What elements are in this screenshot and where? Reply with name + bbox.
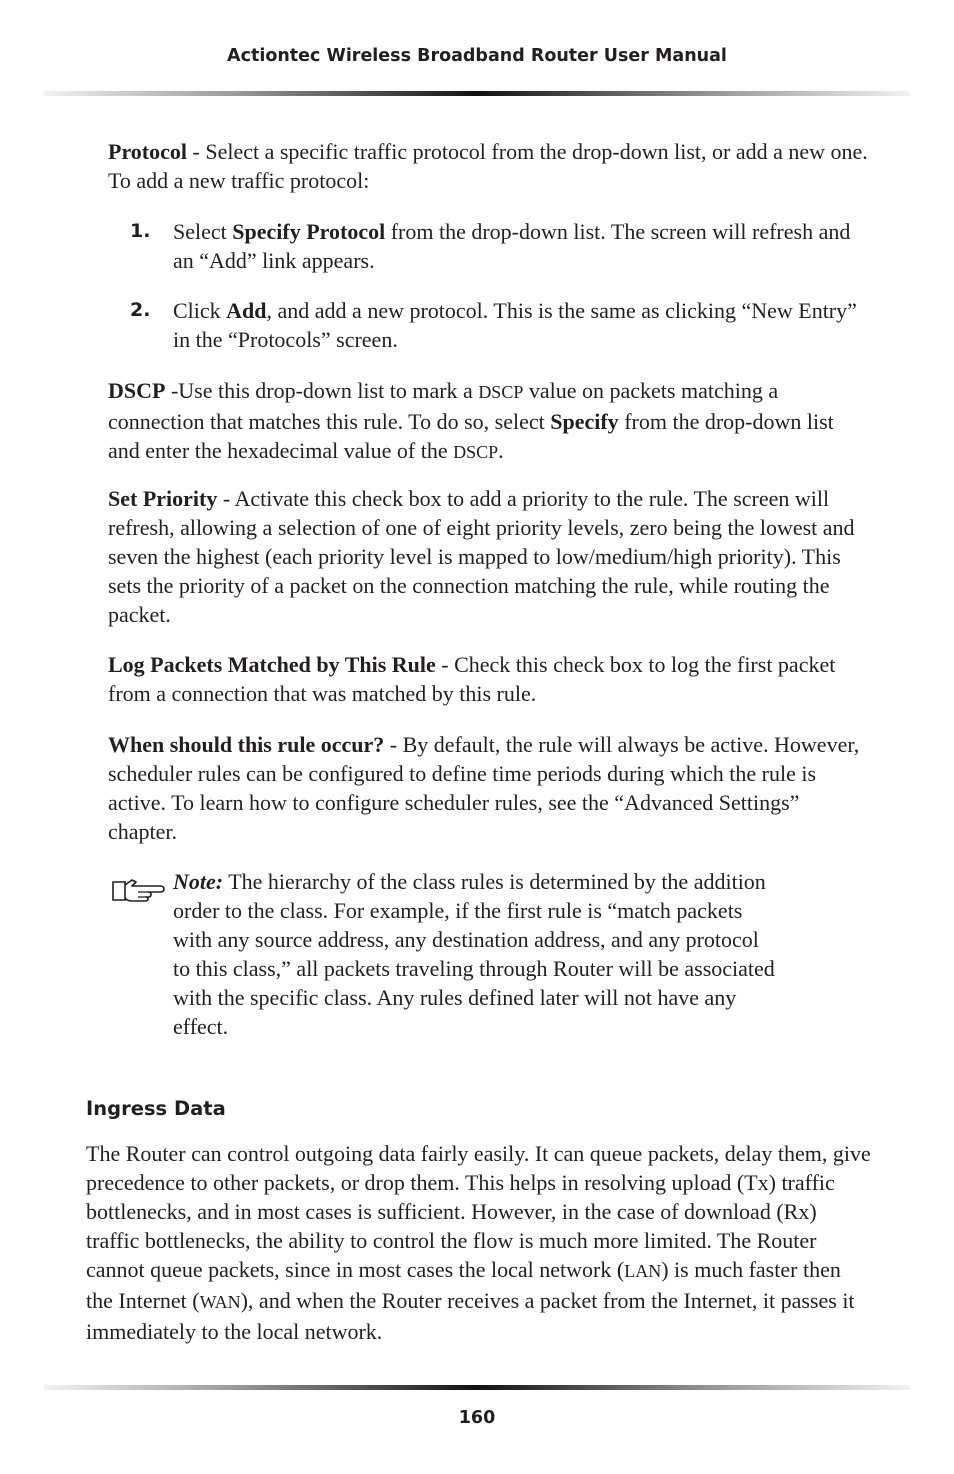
log-packets-term: Log Packets Matched by This Rule [108, 652, 436, 677]
when-rule-text: - By default, the rule will always be active. However, scheduler rules can be configured to define time periods during which the rule is active. To learn how to configure scheduler rules, see the “Advanced Settings” chapter. [108, 732, 860, 844]
section-heading-ingress: Ingress Data [86, 1097, 226, 1120]
set-priority-term: Set Priority [108, 486, 218, 511]
step-1-after: from the drop-down list. The screen will refresh and an “Add” link appears. [173, 219, 851, 273]
ingress-paragraph [86, 1139, 872, 1346]
dscp-abbr-2: DSCP [453, 442, 499, 462]
protocol-text: - Select a specific traffic protocol from the drop-down list, or add a new one. To add a new traffic protocol: [108, 139, 868, 193]
dscp-text-2: value on packets matching a connection that matches this rule. To do so, select [108, 378, 779, 434]
header-title: Actiontec Wireless Broadband Router User Manual [227, 46, 727, 66]
step-1-before: Select [173, 219, 233, 244]
step-2-bold: Add [226, 298, 267, 323]
set-priority-paragraph [108, 484, 874, 629]
log-packets-text: - Check this check box to log the first packet from a connection that was matched by this rule. [108, 652, 836, 706]
when-rule-term: When should this rule occur? [108, 732, 385, 757]
header-rule [44, 91, 910, 96]
dscp-text-3: from the drop-down list and enter the hexadecimal value of the [108, 409, 834, 463]
note-paragraph [173, 867, 777, 1041]
ingress-text-3: ), and when the Router receives a packet from the Internet, it passes it immediately to the local network. [86, 1288, 855, 1344]
page-number: 160 [458, 1408, 496, 1428]
when-rule-paragraph [108, 730, 868, 846]
set-priority-text: - Activate this check box to add a priority to the rule. The screen will refresh, allowing a selection of one of eight priority levels, zero being the lowest and seven the highest (each priority level is mapped to low/medium/high priority). This sets the priority of a packet on the connection matching the rule, while routing the packet. [108, 486, 855, 627]
pointing-hand-icon [110, 876, 166, 902]
ingress-abbr-wan: WAN [199, 1292, 241, 1312]
step-2-number: 2. [130, 299, 151, 321]
footer-rule [44, 1385, 910, 1390]
step-2-after: , and add a new protocol. This is the same as clicking “New Entry” in the “Protocols” screen. [173, 298, 857, 352]
protocol-paragraph [108, 137, 874, 195]
step-2-before: Click [173, 298, 227, 323]
step-1-text [173, 217, 863, 275]
protocol-term: Protocol [108, 139, 188, 164]
dscp-text-4: . [498, 438, 504, 463]
dscp-paragraph [108, 376, 868, 467]
ingress-text-2: ) is much faster then the Internet ( [86, 1257, 841, 1313]
ingress-abbr-lan: LAN [624, 1261, 662, 1281]
dscp-abbr: DSCP [478, 382, 524, 402]
note-text: The hierarchy of the class rules is determined by the addition order to the class. For example, if the first rule is “match packets with any source address, any destination address, and any protocol to this class,” all packets traveling through Router will be associated with the specific class. Any rules defined later will not have any effect. [173, 869, 775, 1039]
log-packets-paragraph [108, 650, 874, 708]
step-1-bold: Specify Protocol [232, 219, 386, 244]
dscp-term: DSCP [108, 378, 166, 403]
ingress-text-1: The Router can control outgoing data fairly easily. It can queue packets, delay them, give precedence to other packets, or drop them. This helps in resolving upload (Tx) traffic bottlenecks, and in most cases is sufficient. However, in the case of download (Rx) traffic bottlenecks, the ability to control the flow is much more limited. The Router cannot queue packets, since in most cases the local network ( [86, 1141, 871, 1282]
dscp-text-1: -Use this drop-down list to mark a [165, 378, 479, 403]
step-1-number: 1. [130, 220, 151, 242]
step-2-text [173, 296, 863, 354]
dscp-specify: Specify [550, 409, 619, 434]
note-label: Note: [173, 869, 224, 894]
